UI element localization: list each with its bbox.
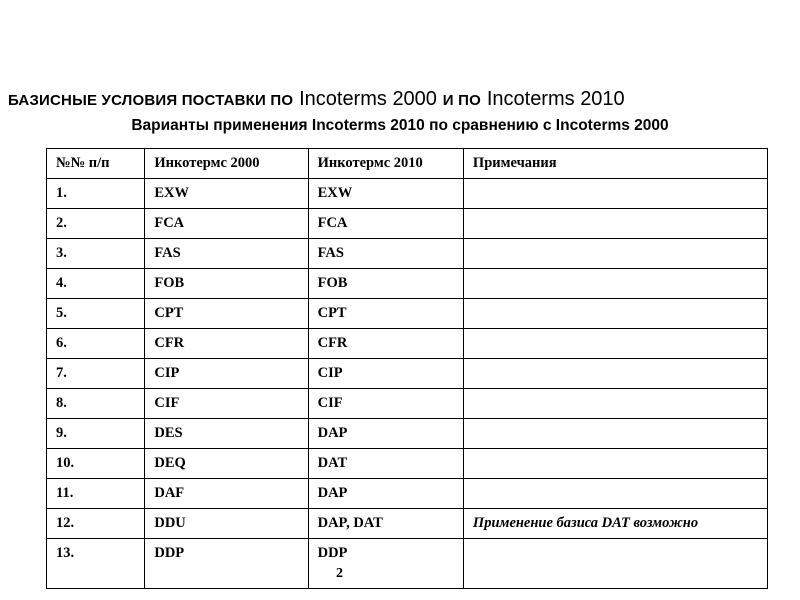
title-part-1: БАЗИСНЫЕ УСЛОВИЯ ПОСТАВКИ ПО [8, 92, 294, 109]
cell-incoterms-2010: CPT [308, 299, 463, 329]
cell-number: 9. [47, 419, 145, 449]
cell-number: 5. [47, 299, 145, 329]
table-row [47, 449, 768, 479]
table-row [47, 359, 768, 389]
cell-incoterms-2000: DEQ [145, 449, 308, 479]
cell-incoterms-2000: FCA [145, 209, 308, 239]
table-row [47, 389, 768, 419]
cell-incoterms-2000: CIF [145, 389, 308, 419]
cell-incoterms-2000: FAS [145, 239, 308, 269]
table-row [47, 509, 768, 539]
header-incoterms-2000: Инкотермс 2000 [145, 149, 308, 179]
cell-incoterms-2000: DAF [145, 479, 308, 509]
cell-number: 8. [47, 389, 145, 419]
cell-incoterms-2000: DES [145, 419, 308, 449]
cell-notes [463, 479, 767, 509]
table-row [47, 539, 768, 589]
cell-number: 12. [47, 509, 145, 539]
cell-number: 10. [47, 449, 145, 479]
cell-notes [463, 539, 767, 589]
table-row [47, 479, 768, 509]
cell-number: 11. [47, 479, 145, 509]
cell-incoterms-2000: CIP [145, 359, 308, 389]
cell-notes [463, 329, 767, 359]
table-row [47, 179, 768, 209]
cell-incoterms-2010: DAP, DAT [308, 509, 463, 539]
title-part-2: Incoterms 2000 [299, 88, 437, 110]
cell-incoterms-2010: EXW [308, 179, 463, 209]
table-row [47, 239, 768, 269]
table-row [47, 419, 768, 449]
cell-notes [463, 419, 767, 449]
title-part-4: Incoterms 2010 [486, 88, 625, 110]
cell-incoterms-2000: EXW [145, 179, 308, 209]
table-header-row [47, 149, 768, 179]
title-part-3: И ПО [442, 92, 481, 109]
cell-incoterms-2000: CFR [145, 329, 308, 359]
cell-notes [463, 179, 767, 209]
cell-incoterms-2000: DDU [145, 509, 308, 539]
cell-incoterms-2000: FOB [145, 269, 308, 299]
cell-number: 1. [47, 179, 145, 209]
cell-notes [463, 389, 767, 419]
cell-number: 2. [47, 209, 145, 239]
cell-incoterms-2010: CFR [308, 329, 463, 359]
cell-notes [463, 359, 767, 389]
cell-incoterms-2000: CPT [145, 299, 308, 329]
cell-notes [463, 449, 767, 479]
cell-notes [463, 269, 767, 299]
header-number: №№ п/п [47, 149, 145, 179]
cell-incoterms-2010: CIP [308, 359, 463, 389]
cell-notes [463, 299, 767, 329]
table-row [47, 209, 768, 239]
cell-notes: Применение базиса DAT возможно [463, 509, 767, 539]
cell-number: 3. [47, 239, 145, 269]
header-notes: Примечания [463, 149, 767, 179]
table-row [47, 299, 768, 329]
header-incoterms-2010: Инкотермс 2010 [308, 149, 463, 179]
table-row [47, 329, 768, 359]
page-number: 2 [336, 566, 343, 581]
slide-subtitle: Варианты применения Incoterms 2010 по сравнению с Incoterms 2000 [131, 117, 669, 134]
cell-incoterms-2010: DAT [308, 449, 463, 479]
cell-number: 13. [47, 539, 145, 589]
cell-incoterms-2010: DDP [308, 539, 463, 589]
table-row [47, 269, 768, 299]
slide-title [8, 86, 792, 114]
cell-incoterms-2000: DDP [145, 539, 308, 589]
cell-incoterms-2010: FCA [308, 209, 463, 239]
cell-number: 7. [47, 359, 145, 389]
cell-incoterms-2010: FAS [308, 239, 463, 269]
cell-incoterms-2010: FOB [308, 269, 463, 299]
incoterms-table [46, 148, 768, 589]
cell-number: 4. [47, 269, 145, 299]
cell-incoterms-2010: CIF [308, 389, 463, 419]
cell-notes [463, 209, 767, 239]
cell-incoterms-2010: DAP [308, 479, 463, 509]
cell-number: 6. [47, 329, 145, 359]
cell-incoterms-2010: DAP [308, 419, 463, 449]
cell-notes [463, 239, 767, 269]
